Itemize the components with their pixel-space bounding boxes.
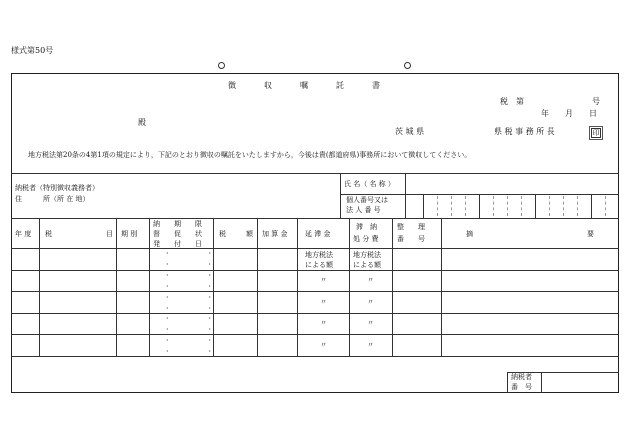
ditto-mark: 〃	[320, 298, 327, 306]
table-header-rule	[11, 248, 619, 249]
col-due-line3: 発 付 日	[153, 240, 202, 248]
col-divider-surcharge	[297, 218, 298, 356]
address-label: 住 所（所 在 地）	[15, 195, 90, 203]
col-ref-line2: 番 号	[397, 235, 425, 243]
arrears-law-line1: 地方税法	[353, 251, 381, 259]
col-divider-arrears	[392, 218, 393, 356]
taxpayer-no-label-line2: 番 号	[511, 383, 532, 391]
form-number: 様式第50号	[11, 46, 54, 55]
tax-number-label: 税 第	[500, 97, 524, 106]
number-digit-group-divider	[535, 194, 536, 218]
delinquency-law-line2: による額	[305, 261, 333, 269]
delinquency-law-line1: 地方税法	[305, 251, 333, 259]
taxpayer-top-rule	[11, 173, 619, 174]
col-remarks-right: 要	[587, 230, 594, 238]
issue-date: 年 月 日	[541, 109, 597, 118]
col-delinquency: 延 滞 金	[305, 230, 331, 238]
col-arrears-line2: 処 分 費	[353, 235, 379, 243]
addressee-suffix: 殿	[138, 118, 146, 127]
table-row-rule	[11, 291, 619, 292]
date-separator-dots: · ·	[166, 304, 228, 313]
col-divider-year	[39, 218, 40, 356]
form-title: 徴 収 嘱 託 書	[228, 81, 381, 90]
col-ref-line1: 整 理	[397, 223, 425, 231]
date-separator-dots: · ·	[166, 293, 228, 302]
ditto-mark: 〃	[367, 276, 374, 284]
number-digit-divider	[577, 196, 578, 216]
col-divider-item	[116, 218, 117, 356]
number-digit-divider	[521, 196, 522, 216]
punch-hole-right-icon	[404, 62, 411, 69]
date-separator-dots: · ·	[166, 271, 228, 280]
number-digit-divider	[563, 196, 564, 216]
taxpayer-name-divider	[340, 173, 341, 218]
number-label-line1: 個人番号又は	[346, 196, 388, 204]
date-separator-dots: · ·	[166, 336, 228, 345]
number-digit-divider	[493, 196, 494, 216]
number-label-line2: 法 人 番 号	[346, 206, 381, 214]
col-surcharge: 加 算 金	[262, 230, 288, 238]
number-digit-group-divider	[479, 194, 480, 218]
col-item-right: 目	[106, 230, 113, 238]
date-separator-dots: · ·	[166, 314, 228, 323]
number-digit-divider	[451, 196, 452, 216]
issuer-prefecture: 茨 城 県	[395, 127, 425, 136]
ditto-mark: 〃	[367, 341, 374, 349]
number-digit-divider	[605, 196, 606, 216]
table-row-rule	[11, 270, 619, 271]
col-divider-tax	[257, 218, 258, 356]
col-tax-left: 税	[219, 230, 226, 238]
ditto-mark: 〃	[367, 319, 374, 327]
date-separator-dots: · ·	[166, 260, 228, 269]
date-separator-dots: · ·	[166, 282, 228, 291]
taxpayer-no-label-line1: 納税者	[511, 373, 532, 381]
col-item-left: 税	[45, 230, 52, 238]
punch-hole-left-icon	[218, 62, 225, 69]
taxpayer-label: 納税者（特別徴収義務者）	[15, 184, 99, 192]
ditto-mark: 〃	[320, 319, 327, 327]
col-due-line2: 督 促 状	[153, 230, 202, 238]
col-due-line1: 納 期 限	[153, 220, 202, 228]
number-digit-divider	[465, 196, 466, 216]
ditto-mark: 〃	[320, 341, 327, 349]
date-separator-dots: · ·	[166, 325, 228, 334]
ditto-mark: 〃	[367, 298, 374, 306]
table-top-rule	[11, 218, 619, 219]
footer-box-divider	[541, 372, 542, 393]
seal-stamp: 印	[592, 129, 600, 137]
col-tax-right: 額	[246, 230, 253, 238]
col-remarks-left: 摘	[466, 230, 473, 238]
footer-box-left	[507, 372, 508, 393]
col-divider-period	[149, 218, 150, 356]
col-year: 年 度	[15, 230, 32, 238]
number-first-box	[423, 194, 424, 218]
col-arrears-line1: 滞 納	[356, 223, 377, 231]
number-digit-group-divider	[591, 194, 592, 218]
table-row-rule	[11, 313, 619, 314]
number-digit-divider	[437, 196, 438, 216]
legal-notice: 地方税法第20条の4第1項の規定により，下記のとおり徴収の嘱託をいたしますから，今後は貴(都道府県)事務所において徴収してください。	[28, 151, 472, 159]
name-label: 氏 名（ 名 称 ）	[344, 180, 395, 188]
date-separator-dots: · ·	[166, 249, 228, 258]
arrears-law-line2: による額	[353, 261, 381, 269]
number-digit-divider	[549, 196, 550, 216]
col-divider-ref	[441, 218, 442, 356]
number-suffix: 号	[592, 97, 600, 106]
number-digit-divider	[507, 196, 508, 216]
table-row-rule	[11, 334, 619, 335]
col-divider-delinquency	[349, 218, 350, 356]
ditto-mark: 〃	[320, 276, 327, 284]
issuer-office-head: 県 税 事 務 所 長	[494, 127, 555, 136]
date-separator-dots: · ·	[166, 347, 228, 356]
number-label-divider	[405, 173, 406, 218]
table-bottom-rule	[11, 356, 619, 357]
col-period: 期 別	[121, 230, 138, 238]
